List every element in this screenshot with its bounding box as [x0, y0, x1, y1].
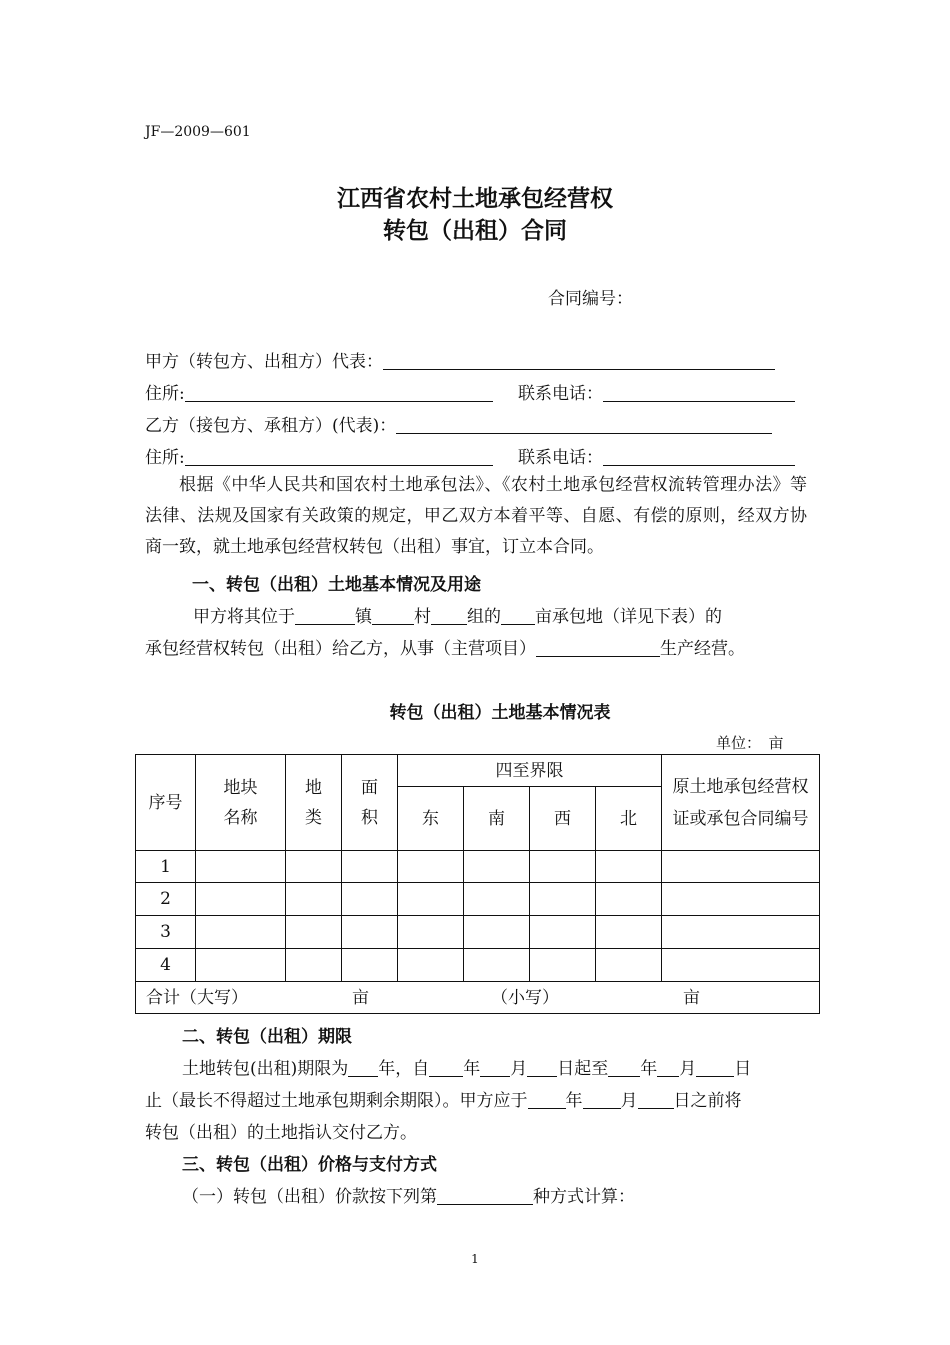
header-name: 地块名称	[196, 755, 286, 851]
table-cell[interactable]	[662, 851, 820, 883]
handover-month-field[interactable]	[583, 1090, 621, 1109]
table-cell[interactable]	[342, 916, 398, 949]
table-cell[interactable]	[196, 949, 286, 982]
table-cell[interactable]	[286, 949, 342, 982]
title-line-1: 江西省农村土地承包经营权	[337, 185, 613, 212]
table-cell[interactable]	[596, 851, 662, 883]
section1-text-e: 亩承包地（详见下表）的	[535, 607, 722, 627]
section2-text-j: 年	[565, 1091, 583, 1111]
end-day-field[interactable]	[696, 1058, 734, 1077]
price-method-field[interactable]	[437, 1186, 533, 1205]
handover-year-field[interactable]	[528, 1090, 566, 1109]
table-cell[interactable]	[596, 883, 662, 916]
table-cell[interactable]	[286, 916, 342, 949]
section2-line3: 转包（出租）的土地指认交付乙方。	[145, 1123, 417, 1143]
table-cell[interactable]	[342, 949, 398, 982]
term-years-field[interactable]	[348, 1058, 378, 1077]
table-row	[136, 883, 820, 916]
intro-paragraph: 根据《中华人民共和国农村土地承包法》、《农村土地承包经营权流转管理办法》等法律、法规及国家有关政策的规定，甲乙双方本着平等、自愿、有偿的原则，经双方协商一致，就土地承包经营权转包（出租）事宜，订立本合同。	[145, 475, 807, 557]
row-number: 1	[136, 851, 196, 883]
table-cell[interactable]	[464, 949, 530, 982]
table-cell[interactable]	[662, 916, 820, 949]
section1-text-g: 生产经营。	[660, 639, 745, 659]
header-west: 西	[530, 787, 596, 851]
section1-text-f: 承包经营权转包（出租）给乙方，从事（主营项目）	[145, 639, 536, 659]
header-type: 地类	[286, 755, 342, 851]
header-boundary: 四至界限	[398, 755, 662, 787]
section1-text-d: 组的	[467, 607, 501, 627]
total-cell	[136, 982, 820, 1014]
section3-line1	[182, 1182, 635, 1207]
party-a-name-field[interactable]	[383, 351, 775, 370]
section2-text-d: 月	[510, 1059, 528, 1079]
table-cell[interactable]	[596, 916, 662, 949]
total-unit-1: 亩	[352, 987, 369, 1008]
section2-text-g: 月	[679, 1059, 697, 1079]
table-cell[interactable]	[286, 883, 342, 916]
party-a-row	[145, 347, 775, 372]
header-seq: 序号	[136, 755, 196, 851]
start-day-field[interactable]	[527, 1058, 557, 1077]
section2-text-e: 日起至	[557, 1059, 609, 1079]
section2-text-b: 年，自	[378, 1059, 430, 1079]
table-cell[interactable]	[342, 851, 398, 883]
table-cell[interactable]	[398, 851, 464, 883]
total-label: 合计（大写）	[146, 987, 248, 1008]
table-cell[interactable]	[530, 883, 596, 916]
section3-text-b: 种方式计算：	[533, 1187, 635, 1207]
table-cell[interactable]	[662, 949, 820, 982]
section1-text-a: 甲方将其位于	[193, 607, 295, 627]
title-line-2: 转包（出租）合同	[383, 217, 567, 244]
end-month-field[interactable]	[657, 1058, 679, 1077]
section3-heading: 三、转包（出租）价格与支付方式	[182, 1155, 437, 1175]
party-b-phone-row	[518, 443, 795, 468]
table-cell[interactable]	[596, 949, 662, 982]
section1-line2	[145, 634, 745, 659]
row-number: 2	[136, 883, 196, 916]
section1-heading: 一、转包（出租）土地基本情况及用途	[192, 575, 481, 595]
land-info-table	[135, 754, 820, 1014]
table-cell[interactable]	[464, 883, 530, 916]
party-a-phone-field[interactable]	[603, 383, 795, 402]
party-b-row	[145, 411, 772, 436]
row-number: 3	[136, 916, 196, 949]
table-cell[interactable]	[196, 883, 286, 916]
party-b-phone-field[interactable]	[603, 447, 795, 466]
section2-text-k: 月	[620, 1091, 638, 1111]
group-field[interactable]	[431, 606, 467, 625]
start-month-field[interactable]	[480, 1058, 510, 1077]
table-total-row	[136, 982, 820, 1014]
header-area: 面积	[342, 755, 398, 851]
party-b-address-label: 住所:	[145, 448, 185, 468]
party-a-address-row	[145, 379, 493, 404]
party-b-name-field[interactable]	[396, 415, 772, 434]
section2-text-l: 日之前将	[673, 1091, 742, 1111]
total-small-label: （小写）	[491, 987, 559, 1008]
village-field[interactable]	[372, 606, 414, 625]
section2-text-h: 日	[734, 1059, 752, 1079]
total-unit-2: 亩	[683, 987, 700, 1008]
party-b-phone-label: 联系电话：	[518, 448, 603, 468]
table-cell[interactable]	[398, 916, 464, 949]
table-cell[interactable]	[530, 949, 596, 982]
section2-line1	[182, 1054, 751, 1079]
unit-label: 单位： 亩	[716, 734, 784, 752]
table-cell[interactable]	[196, 916, 286, 949]
party-a-label: 甲方（转包方、出租方）代表：	[145, 352, 383, 372]
acre-field[interactable]	[501, 606, 535, 625]
table-cell[interactable]	[530, 916, 596, 949]
table-cell[interactable]	[342, 883, 398, 916]
header-north: 北	[596, 787, 662, 851]
section2-line2	[145, 1086, 742, 1111]
table-title: 转包（出租）土地基本情况表	[389, 703, 611, 723]
party-b-address-row	[145, 443, 493, 468]
table-cell[interactable]	[398, 883, 464, 916]
party-a-phone-row	[518, 379, 795, 404]
contract-number-label: 合同编号：	[548, 289, 633, 309]
table-cell[interactable]	[662, 883, 820, 916]
section1-text-c: 村	[414, 607, 431, 627]
section2-heading: 二、转包（出租）期限	[182, 1027, 352, 1047]
party-b-label: 乙方（接包方、承租方）(代表)：	[145, 416, 397, 436]
section2-text-i: 止（最长不得超过土地承包期剩余期限）。甲方应于	[145, 1091, 528, 1111]
section3-text-a: （一）转包（出租）价款按下列第	[182, 1187, 437, 1207]
section1-text-b: 镇	[355, 607, 372, 627]
header-east: 东	[398, 787, 464, 851]
table-cell[interactable]	[196, 851, 286, 883]
table-row	[136, 851, 820, 883]
party-a-address-label: 住所:	[145, 384, 185, 404]
section2-text-a: 土地转包(出租)期限为	[182, 1059, 349, 1079]
header-south: 南	[464, 787, 530, 851]
document-code: JF—2009—601	[145, 124, 251, 140]
section2-text-f: 年	[640, 1059, 658, 1079]
table-row	[136, 949, 820, 982]
table-cell[interactable]	[398, 949, 464, 982]
section2-text-c: 年	[463, 1059, 481, 1079]
table-cell[interactable]	[464, 851, 530, 883]
end-year-field[interactable]	[608, 1058, 640, 1077]
row-number: 4	[136, 949, 196, 982]
party-a-phone-label: 联系电话：	[518, 384, 603, 404]
table-row	[136, 916, 820, 949]
party-b-address-field[interactable]	[185, 447, 493, 466]
section1-line1	[193, 602, 722, 627]
table-cell[interactable]	[530, 851, 596, 883]
party-a-address-field[interactable]	[185, 383, 493, 402]
handover-day-field[interactable]	[638, 1090, 674, 1109]
main-project-field[interactable]	[536, 638, 660, 657]
town-field[interactable]	[295, 606, 355, 625]
header-cert: 原土地承包经营权证或承包合同编号	[662, 755, 820, 851]
table-cell[interactable]	[286, 851, 342, 883]
table-cell[interactable]	[464, 916, 530, 949]
start-year-field[interactable]	[429, 1058, 463, 1077]
page-number: 1	[471, 1252, 479, 1266]
